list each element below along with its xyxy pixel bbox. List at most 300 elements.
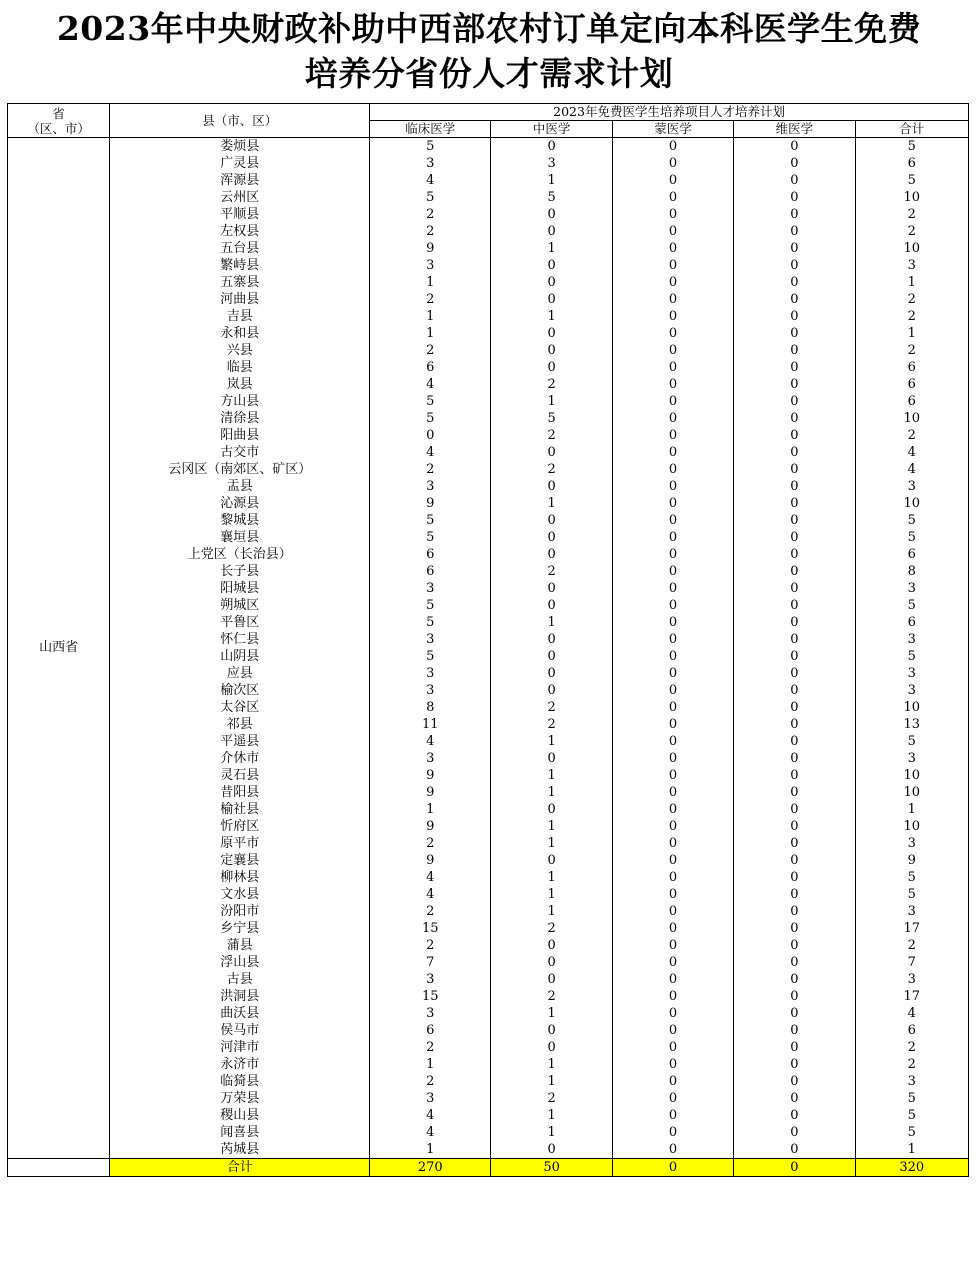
value-cell: 8 — [370, 699, 491, 716]
value-cell: 0 — [491, 750, 612, 767]
table-row — [8, 342, 969, 359]
value-cell: 9 — [855, 852, 968, 869]
value-cell: 2 — [855, 223, 968, 240]
value-cell: 0 — [612, 648, 733, 665]
county-cell: 原平市 — [110, 835, 370, 852]
value-cell: 2 — [855, 1039, 968, 1056]
value-cell: 1 — [370, 274, 491, 291]
value-cell: 0 — [612, 971, 733, 988]
county-cell: 清徐县 — [110, 410, 370, 427]
value-cell: 5 — [491, 189, 612, 206]
value-cell: 4 — [370, 1124, 491, 1141]
value-cell: 7 — [855, 954, 968, 971]
value-cell: 0 — [734, 155, 855, 172]
value-cell: 2 — [370, 1039, 491, 1056]
value-cell: 2 — [491, 563, 612, 580]
value-cell: 0 — [612, 155, 733, 172]
value-cell: 0 — [612, 444, 733, 461]
value-cell: 0 — [491, 971, 612, 988]
value-cell: 5 — [855, 1090, 968, 1107]
table-row — [8, 665, 969, 682]
value-cell: 1 — [855, 325, 968, 342]
table-row — [8, 155, 969, 172]
county-cell: 上党区（长治县） — [110, 546, 370, 563]
value-cell: 0 — [734, 223, 855, 240]
county-cell: 云冈区（南郊区、矿区） — [110, 461, 370, 478]
table-row — [8, 733, 969, 750]
value-cell: 1 — [491, 886, 612, 903]
value-cell: 0 — [612, 1141, 733, 1159]
value-cell: 0 — [734, 835, 855, 852]
county-cell: 曲沃县 — [110, 1005, 370, 1022]
value-cell: 5 — [370, 597, 491, 614]
value-cell: 0 — [734, 1039, 855, 1056]
value-cell: 3 — [855, 1073, 968, 1090]
value-cell: 5 — [855, 886, 968, 903]
table-row — [8, 257, 969, 274]
value-cell: 0 — [491, 206, 612, 223]
value-cell: 0 — [612, 189, 733, 206]
county-cell: 柳林县 — [110, 869, 370, 886]
table-row — [8, 189, 969, 206]
table-row — [8, 1073, 969, 1090]
value-cell: 2 — [370, 835, 491, 852]
value-cell: 0 — [612, 903, 733, 920]
value-cell: 0 — [734, 1141, 855, 1159]
value-cell: 0 — [612, 801, 733, 818]
county-cell: 平遥县 — [110, 733, 370, 750]
value-cell: 0 — [612, 1124, 733, 1141]
value-cell: 4 — [370, 376, 491, 393]
value-cell: 10 — [855, 699, 968, 716]
value-cell: 2 — [855, 427, 968, 444]
value-cell: 0 — [612, 937, 733, 954]
value-cell: 0 — [612, 138, 733, 156]
value-cell: 0 — [612, 682, 733, 699]
value-cell: 0 — [734, 325, 855, 342]
value-cell: 4 — [370, 886, 491, 903]
value-cell: 0 — [491, 342, 612, 359]
table-row — [8, 903, 969, 920]
county-cell: 五台县 — [110, 240, 370, 257]
value-cell: 5 — [855, 1107, 968, 1124]
value-cell: 1 — [491, 240, 612, 257]
value-cell: 3 — [370, 155, 491, 172]
value-cell: 1 — [491, 1073, 612, 1090]
table-row — [8, 529, 969, 546]
value-cell: 0 — [612, 495, 733, 512]
value-cell: 0 — [491, 274, 612, 291]
value-cell: 5 — [370, 529, 491, 546]
total-value: 50 — [491, 1159, 612, 1177]
table-row — [8, 614, 969, 631]
value-cell: 1 — [491, 1124, 612, 1141]
value-cell: 9 — [370, 240, 491, 257]
value-cell: 0 — [612, 1005, 733, 1022]
value-cell: 0 — [612, 784, 733, 801]
value-cell: 0 — [612, 1073, 733, 1090]
value-cell: 2 — [491, 920, 612, 937]
value-cell: 10 — [855, 767, 968, 784]
value-cell: 0 — [491, 954, 612, 971]
value-cell: 0 — [612, 886, 733, 903]
plan-group-header: 2023年免费医学生培养项目人才培养计划 — [370, 104, 969, 121]
table-row — [8, 563, 969, 580]
value-cell: 2 — [370, 223, 491, 240]
value-cell: 9 — [370, 495, 491, 512]
table-row — [8, 376, 969, 393]
county-cell: 平顺县 — [110, 206, 370, 223]
value-cell: 3 — [855, 580, 968, 597]
value-cell: 2 — [370, 903, 491, 920]
county-cell: 平鲁区 — [110, 614, 370, 631]
value-cell: 0 — [491, 546, 612, 563]
total-value: 320 — [855, 1159, 968, 1177]
total-value: 0 — [612, 1159, 733, 1177]
value-cell: 2 — [370, 206, 491, 223]
table-row — [8, 1124, 969, 1141]
value-cell: 2 — [855, 308, 968, 325]
value-cell: 6 — [855, 393, 968, 410]
value-cell: 0 — [734, 580, 855, 597]
value-cell: 5 — [855, 597, 968, 614]
value-cell: 0 — [491, 325, 612, 342]
value-cell: 0 — [734, 784, 855, 801]
value-cell: 0 — [734, 597, 855, 614]
county-cell: 山阴县 — [110, 648, 370, 665]
county-cell: 汾阳市 — [110, 903, 370, 920]
value-cell: 0 — [734, 767, 855, 784]
value-cell: 13 — [855, 716, 968, 733]
value-cell: 1 — [491, 393, 612, 410]
value-cell: 9 — [370, 852, 491, 869]
table-row — [8, 682, 969, 699]
value-cell: 0 — [734, 903, 855, 920]
document-title — [0, 6, 978, 96]
value-cell: 6 — [370, 546, 491, 563]
value-cell: 0 — [612, 563, 733, 580]
table-row — [8, 597, 969, 614]
table-row — [8, 631, 969, 648]
value-cell: 2 — [491, 988, 612, 1005]
table-row — [8, 886, 969, 903]
value-cell: 0 — [734, 376, 855, 393]
column-header: 临床医学 — [370, 121, 491, 138]
value-cell: 0 — [491, 648, 612, 665]
county-cell: 祁县 — [110, 716, 370, 733]
value-cell: 0 — [612, 1039, 733, 1056]
value-cell: 0 — [734, 937, 855, 954]
county-cell: 文水县 — [110, 886, 370, 903]
county-cell: 介休市 — [110, 750, 370, 767]
value-cell: 0 — [612, 818, 733, 835]
value-cell: 1 — [855, 1141, 968, 1159]
value-cell: 0 — [734, 682, 855, 699]
table-row — [8, 444, 969, 461]
value-cell: 0 — [612, 172, 733, 189]
value-cell: 0 — [734, 648, 855, 665]
table-row — [8, 359, 969, 376]
value-cell: 5 — [370, 614, 491, 631]
county-cell: 应县 — [110, 665, 370, 682]
county-cell: 阳城县 — [110, 580, 370, 597]
value-cell: 1 — [855, 274, 968, 291]
value-cell: 2 — [491, 1090, 612, 1107]
value-cell: 3 — [855, 631, 968, 648]
county-cell: 方山县 — [110, 393, 370, 410]
county-cell: 襄垣县 — [110, 529, 370, 546]
table-row — [8, 1090, 969, 1107]
value-cell: 9 — [370, 784, 491, 801]
value-cell: 0 — [612, 393, 733, 410]
total-blank-cell — [8, 1159, 110, 1177]
county-cell: 稷山县 — [110, 1107, 370, 1124]
value-cell: 7 — [370, 954, 491, 971]
value-cell: 3 — [491, 155, 612, 172]
value-cell: 0 — [491, 665, 612, 682]
value-cell: 6 — [855, 546, 968, 563]
value-cell: 3 — [855, 665, 968, 682]
value-cell: 0 — [612, 988, 733, 1005]
value-cell: 0 — [612, 920, 733, 937]
value-cell: 0 — [734, 801, 855, 818]
value-cell: 0 — [734, 546, 855, 563]
value-cell: 17 — [855, 920, 968, 937]
value-cell: 0 — [612, 461, 733, 478]
value-cell: 2 — [855, 206, 968, 223]
column-header: 中医学 — [491, 121, 612, 138]
value-cell: 0 — [491, 631, 612, 648]
value-cell: 0 — [612, 665, 733, 682]
value-cell: 5 — [855, 1124, 968, 1141]
value-cell: 0 — [612, 223, 733, 240]
table-row — [8, 1141, 969, 1159]
value-cell: 0 — [612, 240, 733, 257]
value-cell: 0 — [734, 308, 855, 325]
value-cell: 0 — [612, 478, 733, 495]
value-cell: 0 — [612, 359, 733, 376]
value-cell: 6 — [855, 614, 968, 631]
value-cell: 1 — [491, 495, 612, 512]
value-cell: 0 — [734, 1107, 855, 1124]
table-row — [8, 750, 969, 767]
value-cell: 1 — [370, 1056, 491, 1073]
value-cell: 1 — [491, 1005, 612, 1022]
table-row — [8, 410, 969, 427]
value-cell: 0 — [612, 1022, 733, 1039]
value-cell: 6 — [855, 359, 968, 376]
value-cell: 0 — [491, 801, 612, 818]
county-cell: 河津市 — [110, 1039, 370, 1056]
value-cell: 0 — [734, 495, 855, 512]
value-cell: 0 — [612, 325, 733, 342]
value-cell: 9 — [370, 767, 491, 784]
value-cell: 15 — [370, 920, 491, 937]
value-cell: 0 — [612, 274, 733, 291]
value-cell: 1 — [491, 614, 612, 631]
value-cell: 3 — [855, 478, 968, 495]
value-cell: 0 — [612, 597, 733, 614]
value-cell: 0 — [734, 427, 855, 444]
table-row — [8, 801, 969, 818]
value-cell: 1 — [370, 1141, 491, 1159]
county-cell: 怀仁县 — [110, 631, 370, 648]
value-cell: 2 — [855, 1056, 968, 1073]
county-cell: 古县 — [110, 971, 370, 988]
value-cell: 0 — [734, 631, 855, 648]
table-row — [8, 427, 969, 444]
value-cell: 1 — [491, 784, 612, 801]
table-row — [8, 138, 969, 156]
table-row — [8, 393, 969, 410]
value-cell: 0 — [734, 342, 855, 359]
province-cell: 山西省 — [8, 138, 110, 1159]
value-cell: 0 — [491, 682, 612, 699]
value-cell: 0 — [734, 954, 855, 971]
table-row — [8, 920, 969, 937]
value-cell: 5 — [491, 410, 612, 427]
value-cell: 0 — [734, 665, 855, 682]
county-cell: 朔城区 — [110, 597, 370, 614]
column-header: 维医学 — [734, 121, 855, 138]
value-cell: 0 — [612, 852, 733, 869]
value-cell: 2 — [370, 342, 491, 359]
table-row — [8, 954, 969, 971]
county-cell: 吉县 — [110, 308, 370, 325]
value-cell: 0 — [612, 512, 733, 529]
value-cell: 5 — [855, 512, 968, 529]
value-cell: 0 — [612, 427, 733, 444]
value-cell: 0 — [491, 937, 612, 954]
county-cell: 云州区 — [110, 189, 370, 206]
value-cell: 5 — [855, 648, 968, 665]
table-row — [8, 461, 969, 478]
value-cell: 10 — [855, 784, 968, 801]
value-cell: 0 — [491, 852, 612, 869]
table-row — [8, 716, 969, 733]
value-cell: 2 — [491, 716, 612, 733]
county-cell: 繁峙县 — [110, 257, 370, 274]
value-cell: 2 — [370, 1073, 491, 1090]
value-cell: 1 — [491, 1107, 612, 1124]
value-cell: 5 — [370, 648, 491, 665]
county-cell: 忻府区 — [110, 818, 370, 835]
value-cell: 0 — [491, 359, 612, 376]
value-cell: 11 — [370, 716, 491, 733]
county-cell: 闻喜县 — [110, 1124, 370, 1141]
value-cell: 0 — [734, 512, 855, 529]
value-cell: 0 — [612, 869, 733, 886]
table-row — [8, 937, 969, 954]
value-cell: 0 — [734, 291, 855, 308]
table-row — [8, 1022, 969, 1039]
value-cell: 0 — [491, 138, 612, 156]
value-cell: 0 — [734, 716, 855, 733]
value-cell: 6 — [855, 376, 968, 393]
value-cell: 0 — [734, 852, 855, 869]
value-cell: 1 — [491, 818, 612, 835]
county-cell: 河曲县 — [110, 291, 370, 308]
value-cell: 6 — [370, 563, 491, 580]
value-cell: 3 — [370, 580, 491, 597]
value-cell: 0 — [612, 410, 733, 427]
county-cell: 永和县 — [110, 325, 370, 342]
table-row — [8, 291, 969, 308]
value-cell: 3 — [370, 750, 491, 767]
county-cell: 太谷区 — [110, 699, 370, 716]
county-cell: 阳曲县 — [110, 427, 370, 444]
value-cell: 6 — [370, 1022, 491, 1039]
value-cell: 1 — [370, 801, 491, 818]
county-cell: 洪洞县 — [110, 988, 370, 1005]
county-cell: 灵石县 — [110, 767, 370, 784]
value-cell: 10 — [855, 818, 968, 835]
value-cell: 0 — [491, 444, 612, 461]
value-cell: 0 — [734, 733, 855, 750]
title-line-1: 2023年中央财政补助中西部农村订单定向本科医学生免费 — [56, 9, 922, 48]
value-cell: 0 — [491, 597, 612, 614]
value-cell: 15 — [370, 988, 491, 1005]
value-cell: 10 — [855, 495, 968, 512]
value-cell: 0 — [734, 818, 855, 835]
table-row — [8, 1039, 969, 1056]
value-cell: 10 — [855, 410, 968, 427]
county-cell: 岚县 — [110, 376, 370, 393]
value-cell: 0 — [612, 206, 733, 223]
county-cell: 沁源县 — [110, 495, 370, 512]
value-cell: 5 — [370, 410, 491, 427]
county-cell: 侯马市 — [110, 1022, 370, 1039]
value-cell: 0 — [734, 886, 855, 903]
value-cell: 0 — [734, 869, 855, 886]
value-cell: 0 — [734, 699, 855, 716]
value-cell: 2 — [370, 937, 491, 954]
column-header: 合计 — [855, 121, 968, 138]
province-header — [8, 104, 110, 138]
table-row — [8, 325, 969, 342]
value-cell: 10 — [855, 240, 968, 257]
county-cell: 定襄县 — [110, 852, 370, 869]
value-cell: 0 — [612, 1056, 733, 1073]
table-row — [8, 971, 969, 988]
value-cell: 0 — [734, 359, 855, 376]
value-cell: 3 — [370, 257, 491, 274]
value-cell: 5 — [370, 393, 491, 410]
value-cell: 0 — [491, 291, 612, 308]
table-row — [8, 1005, 969, 1022]
value-cell: 1 — [491, 733, 612, 750]
value-cell: 4 — [370, 869, 491, 886]
value-cell: 0 — [612, 954, 733, 971]
value-cell: 1 — [491, 172, 612, 189]
total-value: 0 — [734, 1159, 855, 1177]
value-cell: 4 — [370, 444, 491, 461]
value-cell: 0 — [734, 257, 855, 274]
value-cell: 6 — [855, 155, 968, 172]
value-cell: 3 — [855, 682, 968, 699]
county-cell: 芮城县 — [110, 1141, 370, 1159]
value-cell: 0 — [734, 750, 855, 767]
value-cell: 2 — [855, 291, 968, 308]
value-cell: 0 — [491, 1022, 612, 1039]
value-cell: 0 — [734, 274, 855, 291]
county-cell: 浑源县 — [110, 172, 370, 189]
value-cell: 0 — [734, 529, 855, 546]
total-value: 270 — [370, 1159, 491, 1177]
value-cell: 5 — [855, 733, 968, 750]
column-header: 蒙医学 — [612, 121, 733, 138]
value-cell: 6 — [370, 359, 491, 376]
